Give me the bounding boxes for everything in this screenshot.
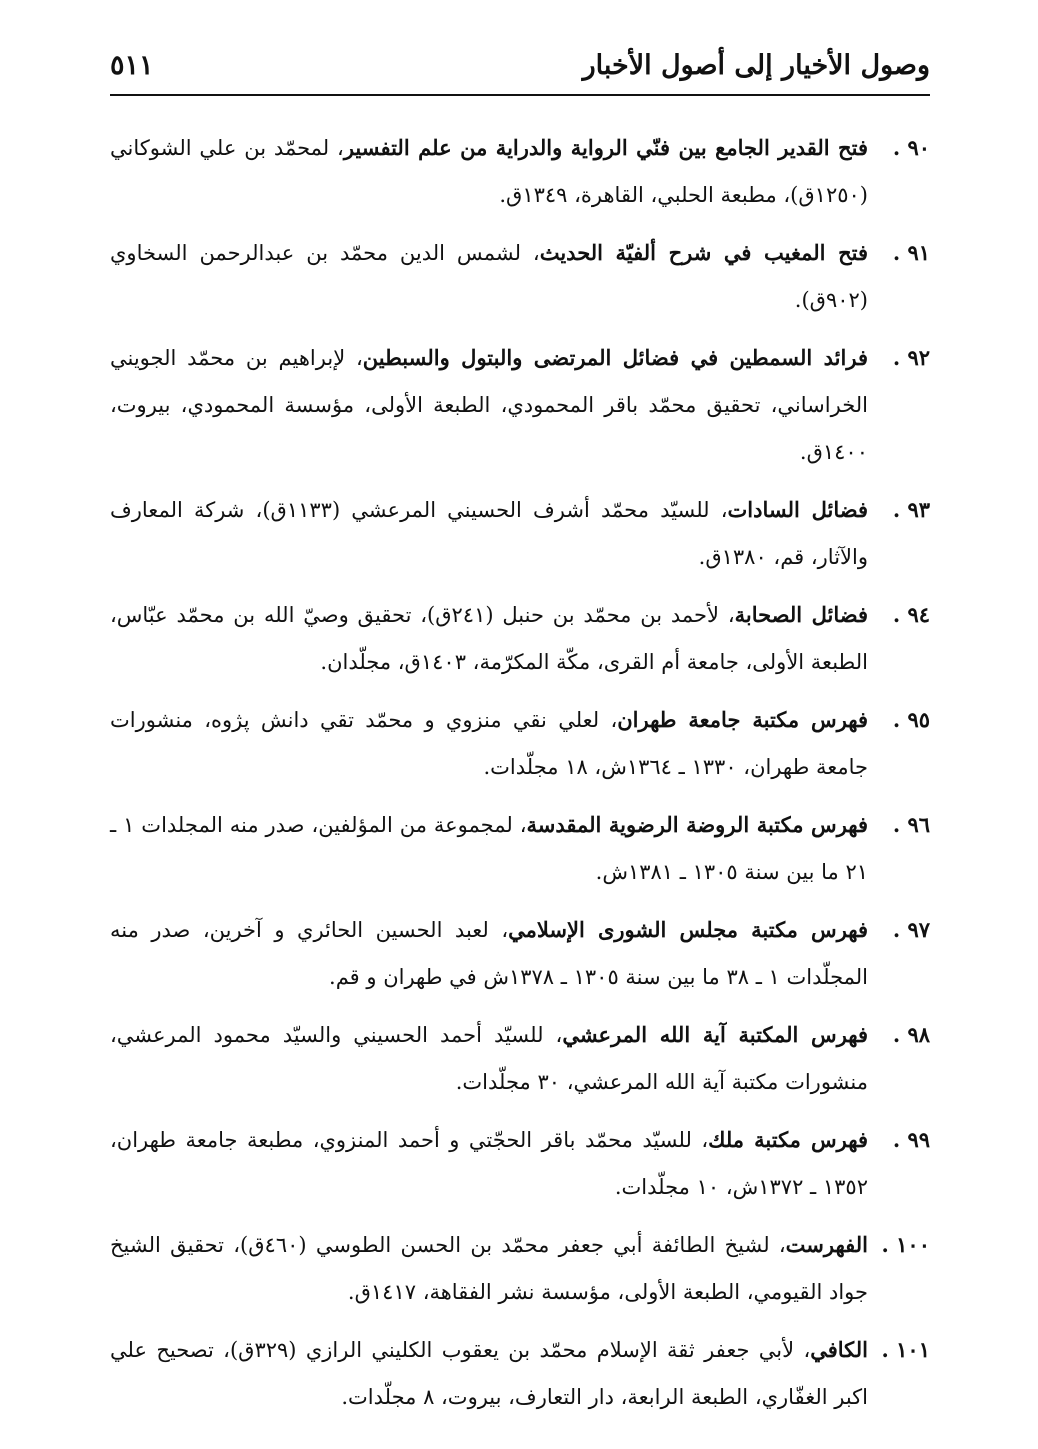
bibliography-entry: [110, 334, 930, 476]
entry-number: ٩٦ .: [892, 812, 930, 837]
entry-number: ٩٤ .: [892, 602, 930, 627]
bibliography-entry: [110, 486, 930, 581]
entry-number: ٩٧ .: [892, 917, 930, 942]
entry-title: فرائد السمطين في فضائل المرتضى والبتول والسبطين: [362, 345, 868, 370]
entry-title: فهرس مكتبة الروضة الرضوية المقدسة: [526, 812, 869, 837]
entry-text: ، لأبي جعفر ثقة الإسلام محمّد بن يعقوب الكليني الرازي (٣٢٩ق)، تصحيح علي اكبر الغفّاري، الطبعة الرابعة، دار التعارف، بيروت، ٨ مجلّدات.: [110, 1338, 868, 1409]
bibliography-entry: [110, 591, 930, 686]
page-number: ٥١١: [110, 50, 154, 81]
entry-title: فهرس مكتبة جامعة طهران: [617, 707, 868, 732]
bibliography-entry: [110, 1116, 930, 1211]
entry-text: ، لعلي نقي منزوي و محمّد تقي دانش پژوه، منشورات جامعة طهران، ١٣٣٠ ـ ١٣٦٤ش، ١٨ مجلّدات.: [110, 708, 868, 779]
entry-text: ، لعبد الحسين الحائري و آخرين، صدر منه المجلّدات ١ ـ ٣٨ ما بين سنة ١٣٠٥ ـ ١٣٧٨ش في طهران و قم.: [110, 918, 868, 989]
entry-title: فتح القدير الجامع بين فنّي الرواية والدراية من علم التفسير: [343, 135, 868, 160]
entry-text: ، لمجموعة من المؤلفين، صدر منه المجلدات ١ ـ ٢١ ما بين سنة ١٣٠٥ ـ ١٣٨١ش.: [110, 813, 868, 884]
bibliography-entry: [110, 124, 930, 219]
entry-text: ، لمحمّد بن علي الشوكاني (١٢٥٠ق)، مطبعة الحلبي، القاهرة، ١٣٤٩ق.: [110, 136, 868, 207]
page-header: [110, 44, 930, 94]
entry-text: ، لأحمد بن محمّد بن حنبل (٢٤١ق)، تحقيق وصيّ الله بن محمّد عبّاس، الطبعة الأولى، جامعة أم القرى، مكّة المكرّمة، ١٤٠٣ق، مجلّدان.: [110, 603, 868, 674]
bibliography-entry: [110, 1326, 930, 1421]
entry-title: فضائل الصحابة: [734, 602, 868, 627]
entry-title: فضائل السادات: [727, 497, 868, 522]
entry-number: ٩٥ .: [892, 707, 930, 732]
entry-title: الفهرست: [785, 1232, 868, 1257]
bibliography-entry: [110, 229, 930, 324]
running-title: وصول الأخيار إلى أصول الأخبار: [582, 50, 930, 81]
bibliography-entry: [110, 906, 930, 1001]
header-divider: [110, 94, 930, 96]
bibliography-list: [110, 124, 930, 1431]
bibliography-entry: [110, 1011, 930, 1106]
entry-number: ١٠١ .: [881, 1337, 930, 1362]
entry-number: ٩٢ .: [892, 345, 930, 370]
entry-text: ، للسيّد محمّد أشرف الحسيني المرعشي (١١٣٣ق)، شركة المعارف والآثار، قم، ١٣٨٠ق.: [110, 498, 868, 569]
entry-text: ، للسيّد محمّد باقر الحجّتي و أحمد المنزوي، مطبعة جامعة طهران، ١٣٥٢ ـ ١٣٧٢ش، ١٠ مجلّدات.: [110, 1128, 868, 1199]
entry-title: فتح المغيب في شرح ألفيّة الحديث: [539, 240, 869, 265]
entry-title: فهرس مكتبة مجلس الشورى الإسلامي: [508, 917, 869, 942]
bibliography-entry: [110, 696, 930, 791]
entry-text: ، للسيّد أحمد الحسيني والسيّد محمود المرعشي، منشورات مكتبة آية الله المرعشي، ٣٠ مجلّدات.: [110, 1023, 868, 1094]
entry-number: ٩٣ .: [892, 497, 930, 522]
entry-number: ٩١ .: [892, 240, 930, 265]
bibliography-entry: [110, 801, 930, 896]
entry-number: ٩٠ .: [892, 135, 930, 160]
entry-text: ، لشمس الدين محمّد بن عبدالرحمن السخاوي (٩٠٢ق).: [110, 241, 868, 312]
bibliography-entry: [110, 1221, 930, 1316]
entry-title: فهرس المكتبة آية الله المرعشي: [562, 1022, 868, 1047]
entry-number: ٩٨ .: [892, 1022, 930, 1047]
entry-number: ١٠٠ .: [881, 1232, 930, 1257]
entry-text: ، لشيخ الطائفة أبي جعفر محمّد بن الحسن الطوسي (٤٦٠ق)، تحقيق الشيخ جواد القيومي، الطبعة الأولى، مؤسسة نشر الفقاهة، ١٤١٧ق.: [110, 1233, 868, 1304]
entry-text: ، لإبراهيم بن محمّد الجويني الخراساني، تحقيق محمّد باقر المحمودي، الطبعة الأولى، مؤسسة المحمودي، بيروت، ١٤٠٠ق.: [110, 346, 868, 464]
entry-title: الكافي: [810, 1337, 869, 1362]
entry-number: ٩٩ .: [892, 1127, 930, 1152]
entry-title: فهرس مكتبة ملك: [708, 1127, 868, 1152]
